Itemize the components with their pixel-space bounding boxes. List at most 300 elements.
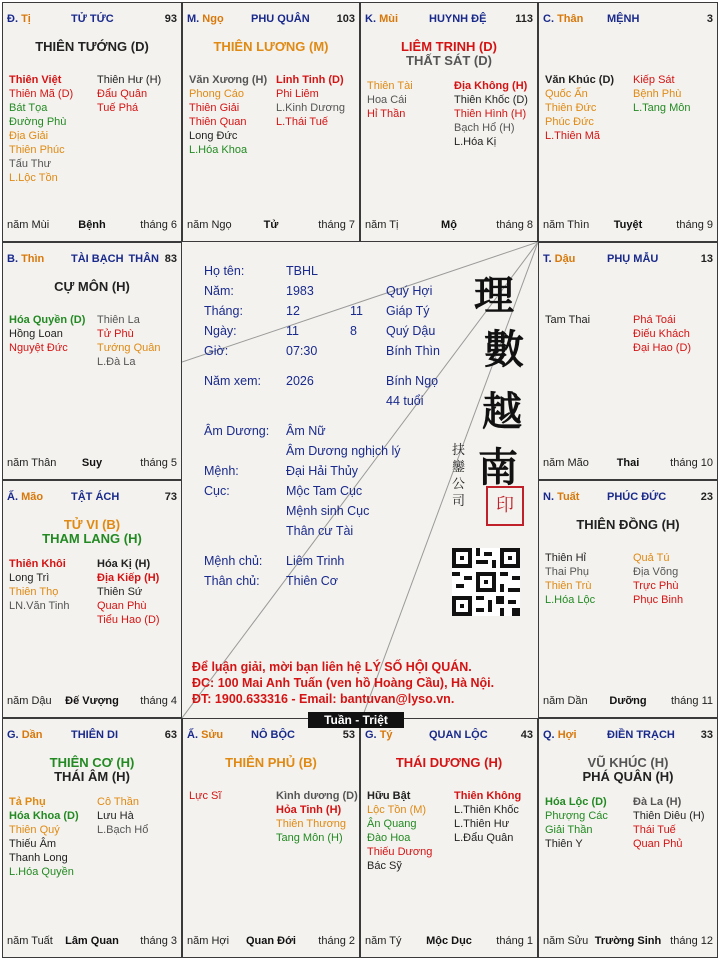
minor-star: Địa Không (H)	[454, 80, 528, 92]
palace-cell-dan[interactable]	[2, 718, 182, 958]
palace-branch	[543, 253, 575, 265]
info-label: Giờ:	[204, 344, 229, 358]
menhchu-value: Liêm Trinh	[286, 554, 345, 568]
palace-branch	[365, 13, 398, 25]
minor-star: Thiên Diêu (H)	[633, 810, 705, 822]
palace-name: ĐIỀN TRẠCH	[607, 729, 675, 741]
minor-star: Thiên Giải	[189, 102, 240, 114]
palace-footer	[365, 219, 533, 233]
minor-star: Địa Kiếp (H)	[97, 572, 160, 584]
calligraphy-char-3: 越	[482, 388, 522, 435]
palace-year: năm Dậu	[7, 695, 52, 707]
heavenly-stem: M.	[187, 13, 200, 25]
thanchu-value: Thiên Cơ	[286, 574, 338, 588]
palace-name: TỬ TỨC	[71, 13, 114, 25]
minor-star: Lộc Tồn (M)	[367, 804, 427, 816]
palace-life-stage: Thai	[616, 457, 640, 469]
menh-value: Đại Hải Thủy	[286, 464, 359, 478]
heavenly-stem: N.	[543, 491, 554, 503]
namxem-label: Năm xem:	[204, 374, 261, 388]
info-canchi: Quý Dậu	[386, 324, 436, 338]
palace-age: 43	[520, 729, 533, 741]
palace-footer	[365, 935, 533, 949]
good-stars-column	[545, 73, 614, 143]
palace-header	[543, 253, 713, 267]
minor-star: Thiên Khốc (D)	[454, 94, 528, 106]
minor-star: Văn Khúc (D)	[545, 74, 615, 86]
palace-life-stage: Tử	[263, 219, 279, 231]
minor-star: Linh Tinh (D)	[276, 74, 344, 86]
minor-star: Thiên Quý	[9, 824, 60, 836]
palace-header	[7, 491, 177, 505]
palace-life-stage: Bệnh	[78, 219, 106, 231]
minor-star: Bệnh Phù	[633, 88, 682, 100]
minor-star: Đà La (H)	[633, 796, 682, 808]
minor-star: Hữu Bật	[367, 790, 411, 802]
heavenly-stem: Đ.	[7, 13, 18, 25]
minor-star: L.Tang Môn	[633, 102, 691, 114]
palace-cell-tuat[interactable]	[538, 480, 718, 718]
palace-cell-mao[interactable]	[2, 480, 182, 718]
palace-branch	[543, 729, 577, 741]
minor-star: Kiếp Sát	[633, 74, 675, 86]
main-star: VŨ KHÚC (H)	[587, 755, 669, 770]
heavenly-stem: T.	[543, 253, 552, 265]
minor-star: Phúc Đức	[545, 116, 594, 128]
minor-star: Thiên Thọ	[9, 586, 59, 598]
main-star: THÁI DƯƠNG (H)	[395, 755, 503, 770]
palace-header	[7, 729, 177, 743]
earthly-branch: Tị	[21, 13, 31, 25]
info-canchi: Quý Hợi	[386, 284, 433, 298]
palace-year: năm Ngọ	[187, 219, 232, 231]
minor-star: Thiên Thương	[276, 818, 347, 830]
palace-age: 3	[706, 13, 713, 25]
minor-star: Quốc Ấn	[545, 88, 588, 100]
minor-star: Lưu Hà	[97, 810, 134, 822]
minor-star: L.Thái Tuế	[276, 116, 328, 128]
palace-name: HUYNH ĐỆ	[429, 13, 487, 25]
palace-age: 53	[342, 729, 355, 741]
calligraphy-char-2: 數	[484, 326, 524, 373]
info-label: Năm:	[204, 284, 234, 298]
minor-star: L.Hóa Quyền	[9, 866, 74, 878]
earthly-branch: Thân	[557, 13, 584, 25]
red-seal-stamp: 印	[486, 486, 524, 526]
horoscope-chart	[2, 2, 718, 958]
palace-name: PHÚC ĐỨC	[607, 491, 667, 503]
palace-life-stage: Suy	[81, 457, 103, 469]
palace-month: tháng 8	[496, 219, 533, 231]
main-star: PHÁ QUÂN (H)	[582, 769, 674, 784]
palace-life-stage: Mộc Dục	[426, 935, 472, 947]
palace-month: tháng 11	[670, 695, 713, 707]
earthly-branch: Dậu	[554, 253, 576, 265]
good-stars-column	[545, 795, 608, 851]
heavenly-stem: C.	[543, 13, 554, 25]
palace-cell-thin[interactable]	[2, 242, 182, 480]
palace-header	[187, 13, 355, 27]
palace-name: TÀI BẠCH	[71, 253, 124, 265]
palace-age: 23	[700, 491, 713, 503]
palace-cell-mui[interactable]	[360, 2, 538, 242]
palace-footer	[543, 695, 713, 709]
minor-star: Tam Thai	[545, 314, 591, 326]
minor-star: Hóa Lộc (D)	[545, 796, 607, 808]
heavenly-stem: Ấ.	[7, 491, 18, 503]
minor-star: Tướng Quân	[97, 342, 161, 354]
good-stars-column	[189, 789, 221, 803]
namxem-canchi: Bính Ngọ	[386, 374, 439, 388]
palace-header	[543, 729, 713, 743]
palace-month: tháng 6	[140, 219, 177, 231]
palace-name: QUAN LỘC	[429, 729, 488, 741]
palace-branch	[543, 491, 579, 503]
bad-stars-column	[97, 557, 160, 627]
palace-month: tháng 10	[670, 457, 713, 469]
palace-year: năm Hợi	[187, 935, 230, 947]
good-stars-column	[9, 73, 73, 185]
contact-phone-email[interactable]: ĐT: 1900.633316 - Email: bantuvan@lyso.vn.	[192, 692, 455, 706]
minor-star: Hồng Loan	[9, 328, 63, 340]
main-star: LIÊM TRINH (D)	[400, 39, 498, 54]
palace-life-stage: Dưỡng	[609, 695, 647, 707]
minor-star: Thiên Quan	[189, 116, 247, 128]
palace-year: năm Thân	[7, 457, 57, 469]
minor-star: L.Hóa Kị	[454, 136, 497, 148]
heavenly-stem: Q.	[543, 729, 555, 741]
palace-cell-ty[interactable]	[360, 718, 538, 958]
palace-footer	[187, 219, 355, 233]
minor-star: Thai Phụ	[545, 566, 590, 578]
palace-year: năm Mùi	[7, 219, 50, 231]
minor-star: Hỉ Thần	[367, 108, 406, 120]
palace-branch	[365, 729, 393, 741]
palace-name: PHỤ MẪU	[607, 253, 659, 265]
minor-star: Thái Tuế	[633, 824, 676, 836]
minor-star: Lực Sĩ	[189, 790, 222, 802]
good-stars-column	[9, 557, 70, 613]
info-label: Ngày:	[204, 324, 237, 338]
minor-star: Đẩu Quân	[97, 88, 148, 100]
minor-star: Thiên Mã (D)	[9, 88, 74, 100]
minor-star: Đường Phù	[9, 116, 67, 128]
minor-star: L.Thiên Khốc	[454, 804, 519, 816]
good-stars-column	[189, 73, 267, 157]
info-value: TBHL	[286, 264, 318, 278]
vertical-company-name: 扶鑾公司	[452, 443, 466, 509]
palace-header	[365, 13, 533, 27]
bad-stars-column	[97, 73, 161, 115]
minor-star: Địa Võng	[633, 566, 679, 578]
minor-star: Thiên Tài	[367, 80, 413, 92]
palace-name: PHU QUÂN	[251, 13, 310, 25]
info-canchi: Bính Thìn	[386, 344, 440, 358]
info-value: 11	[286, 324, 299, 338]
earthly-branch: Tý	[379, 729, 393, 741]
palace-branch	[7, 13, 31, 25]
palace-life-stage: Trường Sinh	[594, 935, 662, 947]
info-label: Họ tên:	[204, 264, 245, 278]
cuc-value: Mộc Tam Cục	[286, 484, 363, 498]
minor-star: Thiên Hình (H)	[454, 108, 527, 120]
main-star: THẤT SÁT (D)	[406, 53, 492, 68]
minor-star: L.Thiên Hư	[454, 818, 510, 830]
earthly-branch: Mùi	[379, 13, 399, 25]
palace-header	[7, 253, 177, 267]
palace-cell-ti[interactable]	[2, 2, 182, 242]
minor-star: Ân Quang	[367, 818, 417, 830]
info-value: 1983	[286, 284, 314, 298]
palace-branch	[7, 491, 43, 503]
minor-star: Văn Xương (H)	[189, 74, 268, 86]
palace-month: tháng 7	[318, 219, 355, 231]
good-stars-column	[545, 313, 590, 327]
info-lunar-value: 11	[350, 304, 363, 318]
palace-age: 73	[164, 491, 177, 503]
palace-footer	[7, 219, 177, 233]
bad-stars-column	[276, 73, 345, 129]
palace-life-stage: Đế Vượng	[65, 695, 119, 707]
info-value: 07:30	[286, 344, 318, 358]
palace-year: năm Tuất	[7, 935, 53, 947]
heavenly-stem: K.	[365, 13, 376, 25]
minor-star: L.Thiên Mã	[545, 130, 601, 142]
thanchu-label: Thân chủ:	[204, 574, 260, 588]
info-value: 12	[286, 304, 300, 318]
earthly-branch: Sửu	[201, 729, 224, 741]
palace-header	[365, 729, 533, 743]
palace-header	[187, 729, 355, 743]
main-star: TỬ VI (B)	[63, 517, 121, 532]
amduong-note: Âm Dương nghịch lý	[286, 444, 401, 458]
minor-star: Phi Liêm	[276, 88, 319, 100]
minor-star: Địa Giải	[9, 130, 49, 142]
minor-star: Thiên La	[97, 314, 140, 326]
minor-star: Phượng Các	[545, 810, 608, 822]
palace-header	[7, 13, 177, 27]
tuan-triet-marker: Tuần - Triệt	[308, 712, 404, 728]
palace-cell-dau[interactable]	[538, 242, 718, 480]
namxem-value: 2026	[286, 374, 314, 388]
bad-stars-column	[454, 79, 528, 149]
contact-line-1: Để luận giải, mời bạn liên hệ LÝ SỐ HỘI QUÁN.	[192, 660, 472, 674]
minor-star: Tiểu Hao (D)	[97, 614, 160, 626]
palace-life-stage: Quan Đới	[246, 935, 296, 947]
minor-star: Điếu Khách	[633, 328, 690, 340]
minor-star: Giải Thần	[545, 824, 593, 836]
palace-name: TẬT ÁCH	[71, 491, 120, 503]
palace-month: tháng 12	[670, 935, 713, 947]
center-info-panel	[182, 242, 538, 727]
minor-star: Quan Phủ	[633, 838, 683, 850]
palace-footer	[7, 935, 177, 949]
minor-star: L.Lộc Tồn	[9, 172, 58, 184]
minor-star: Thiên Hỉ	[545, 552, 586, 564]
earthly-branch: Thìn	[21, 253, 45, 265]
minor-star: Quả Tú	[633, 552, 670, 564]
palace-header	[543, 491, 713, 505]
bad-stars-column	[97, 313, 161, 369]
than-position: Thân cư Tài	[286, 524, 354, 538]
palace-name: THIÊN DI	[71, 729, 119, 741]
minor-star: Nguyệt Đức	[9, 342, 68, 354]
palace-age: 63	[164, 729, 177, 741]
palace-year: năm Sửu	[543, 935, 589, 947]
bad-stars-column	[97, 795, 148, 837]
minor-star: Thiên Hư (H)	[97, 74, 162, 86]
palace-month: tháng 5	[140, 457, 177, 469]
palace-footer	[7, 457, 177, 471]
info-label: Tháng:	[204, 304, 243, 318]
info-lunar-value: 8	[350, 324, 357, 338]
info-canchi: Giáp Tý	[386, 304, 430, 318]
palace-month: tháng 4	[140, 695, 177, 707]
good-stars-column	[9, 313, 85, 355]
good-stars-column	[9, 795, 79, 879]
minor-star: Thiên Trù	[545, 580, 592, 592]
heavenly-stem: Ấ.	[187, 729, 198, 741]
palace-cell-suu[interactable]	[182, 718, 360, 958]
earthly-branch: Dần	[21, 729, 43, 741]
earthly-branch: Mão	[21, 491, 44, 503]
amduong-label: Âm Dương:	[204, 424, 270, 438]
palace-footer	[543, 219, 713, 233]
palace-footer	[543, 457, 713, 471]
minor-star: Thanh Long	[9, 852, 68, 864]
palace-name: NÔ BỘC	[251, 729, 295, 741]
palace-cell-ngo[interactable]	[182, 2, 360, 242]
palace-header	[543, 13, 713, 27]
age-value: 44 tuổi	[386, 394, 424, 408]
main-star: THIÊN CƠ (H)	[49, 755, 135, 770]
bad-stars-column	[633, 73, 690, 115]
calligraphy-char-1: 理	[474, 272, 514, 319]
minor-star: Tử Phù	[97, 328, 134, 340]
palace-age: 93	[164, 13, 177, 25]
minor-star: Quan Phù	[97, 600, 147, 612]
minor-star: Phục Binh	[633, 594, 684, 606]
palace-life-stage: Mộ	[441, 219, 457, 231]
main-star: CỰ MÔN (H)	[54, 279, 130, 294]
minor-star: Thiên Sứ	[97, 586, 143, 598]
cuc-label: Cục:	[204, 484, 230, 498]
minor-star: Trực Phù	[633, 580, 679, 592]
amduong-value: Âm Nữ	[286, 424, 326, 438]
good-stars-column	[545, 551, 595, 607]
contact-address: ĐC: 100 Mai Anh Tuấn (ven hồ Hoàng Cầu), Hà Nội.	[192, 676, 495, 690]
minor-star: Thiên Phúc	[9, 144, 65, 156]
palace-month: tháng 2	[318, 935, 355, 947]
minor-star: Phá Toái	[633, 314, 676, 326]
minor-star: Thiếu Dương	[367, 846, 433, 858]
good-stars-column	[367, 789, 432, 873]
minor-star: Phong Cáo	[189, 88, 245, 100]
heavenly-stem: G.	[365, 729, 377, 741]
palace-name: MỆNH	[607, 13, 640, 25]
minor-star: Thiếu Âm	[9, 838, 57, 850]
minor-star: Long Đức	[189, 130, 238, 142]
palace-month: tháng 1	[496, 935, 533, 947]
minor-star: Thiên Khôi	[9, 558, 66, 570]
minor-star: Tuế Phá	[97, 102, 139, 114]
palace-branch	[543, 13, 583, 25]
bad-stars-column	[633, 795, 705, 851]
bad-stars-column	[276, 789, 358, 845]
minor-star: Hỏa Tinh (H)	[276, 804, 342, 816]
minor-star: Thiên Không	[454, 790, 522, 802]
minor-star: Thiên Y	[545, 838, 583, 850]
main-star: THIÊN PHỦ (B)	[225, 755, 317, 770]
minor-star: L.Hóa Khoa	[189, 144, 248, 156]
palace-life-stage: Tuyệt	[613, 219, 643, 231]
minor-star: Tấu Thư	[9, 158, 52, 170]
than-marker: THÂN	[128, 253, 159, 265]
minor-star: Kình dương (D)	[276, 790, 358, 802]
palace-year: năm Dần	[543, 695, 588, 707]
minor-star: Bác Sỹ	[367, 860, 402, 872]
palace-year: năm Tị	[365, 219, 399, 231]
calligraphy-char-4: 南	[478, 444, 518, 491]
minor-star: Đại Hao (D)	[633, 342, 692, 354]
earthly-branch: Hợi	[557, 729, 577, 741]
menh-label: Mệnh:	[204, 464, 239, 478]
palace-age: 33	[700, 729, 713, 741]
minor-star: Thiên Việt	[9, 74, 62, 86]
palace-life-stage: Lâm Quan	[65, 935, 119, 947]
palace-footer	[187, 935, 355, 949]
main-star: THAM LANG (H)	[42, 531, 142, 546]
palace-footer	[7, 695, 177, 709]
menhchu-label: Mệnh chủ:	[204, 554, 263, 568]
palace-month: tháng 9	[676, 219, 713, 231]
minor-star: Tả Phụ	[9, 796, 46, 808]
heavenly-stem: G.	[7, 729, 19, 741]
palace-year: năm Thìn	[543, 219, 590, 231]
palace-age: 113	[515, 13, 533, 25]
bad-stars-column	[454, 789, 521, 845]
bad-stars-column	[633, 313, 691, 355]
palace-age: 103	[336, 13, 355, 25]
minor-star: Hóa Kị (H)	[97, 558, 151, 570]
main-star: THÁI ÂM (H)	[54, 769, 130, 784]
palace-branch	[187, 729, 223, 741]
earthly-branch: Tuất	[557, 491, 580, 503]
minor-star: L.Kinh Dương	[276, 102, 346, 114]
cuc-relation: Mệnh sinh Cục	[286, 504, 370, 518]
minor-star: L.Đẩu Quân	[454, 832, 514, 844]
palace-cell-hoi[interactable]	[538, 718, 718, 958]
palace-branch	[187, 13, 224, 25]
palace-year: năm Tý	[365, 935, 402, 947]
palace-month: tháng 3	[140, 935, 177, 947]
minor-star: Hóa Khoa (D)	[9, 810, 79, 822]
minor-star: L.Đà La	[97, 356, 136, 368]
good-stars-column	[367, 79, 413, 121]
minor-star: LN.Văn Tinh	[9, 600, 70, 612]
palace-year: năm Mão	[543, 457, 589, 469]
palace-cell-than[interactable]	[538, 2, 718, 242]
minor-star: L.Hóa Lộc	[545, 594, 596, 606]
minor-star: Cô Thần	[97, 796, 139, 808]
minor-star: Bát Tọa	[9, 102, 48, 114]
palace-age: 13	[700, 253, 713, 265]
palace-footer	[543, 935, 713, 949]
minor-star: Tang Môn (H)	[276, 832, 343, 844]
minor-star: Bạch Hổ (H)	[454, 122, 515, 134]
qr-code[interactable]	[452, 548, 520, 616]
minor-star: Hóa Quyền (D)	[9, 314, 86, 326]
